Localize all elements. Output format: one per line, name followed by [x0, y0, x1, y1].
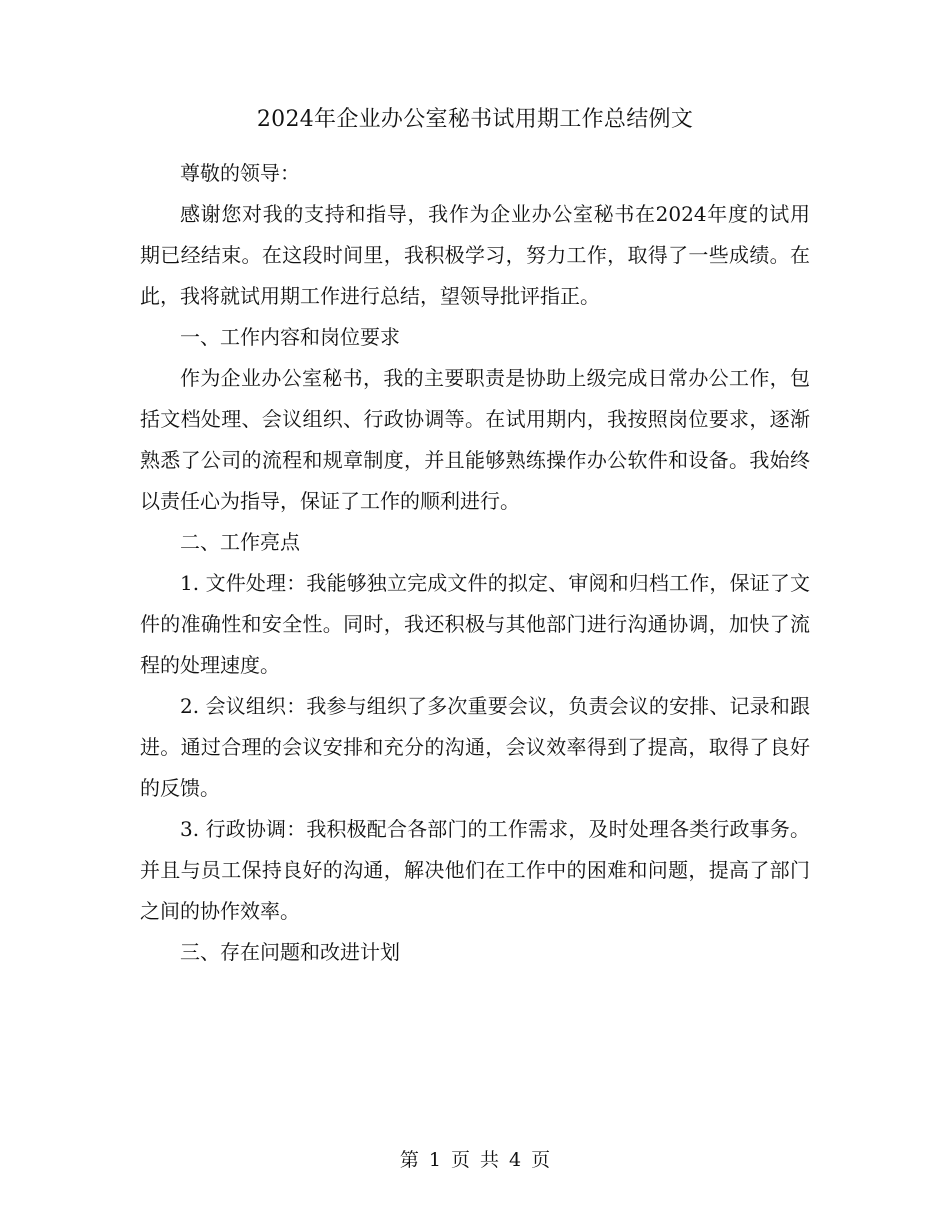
section-heading-3: 三、存在问题和改进计划	[180, 940, 400, 964]
section-heading-1: 一、工作内容和岗位要求	[180, 325, 400, 349]
page-number-footer: 第 1 页 共 4 页	[399, 1149, 551, 1171]
document-title: 2024年企业办公室秘书试用期工作总结例文	[256, 107, 694, 132]
document-body	[140, 153, 810, 973]
highlight-item-1: 1. 文件处理：我能够独立完成文件的拟定、审阅和归档工作，保证了文件的准确性和安全性。同时，我还积极与其他部门进行沟通协调，加快了流程的处理速度。	[140, 571, 810, 677]
highlight-item-3: 3. 行政协调：我积极配合各部门的工作需求，及时处理各类行政事务。并且与员工保持良好的沟通，解决他们在工作中的困难和问题，提高了部门之间的协作效率。	[140, 817, 810, 923]
intro-paragraph: 感谢您对我的支持和指导，我作为企业办公室秘书在2024年度的试用期已经结束。在这段时间里，我积极学习，努力工作，取得了一些成绩。在此，我将就试用期工作进行总结，望领导批评指正。	[140, 202, 810, 308]
highlight-item-2: 2. 会议组织：我参与组织了多次重要会议，负责会议的安排、记录和跟进。通过合理的会议安排和充分的沟通，会议效率得到了提高，取得了良好的反馈。	[140, 694, 810, 800]
section-heading-2: 二、工作亮点	[180, 530, 300, 554]
job-content-paragraph: 作为企业办公室秘书，我的主要职责是协助上级完成日常办公工作，包括文档处理、会议组织、行政协调等。在试用期内，我按照岗位要求，逐渐熟悉了公司的流程和规章制度，并且能够熟练操作办公软件和设备。我始终以责任心为指导，保证了工作的顺利进行。	[140, 366, 810, 513]
salutation: 尊敬的领导：	[180, 161, 300, 185]
